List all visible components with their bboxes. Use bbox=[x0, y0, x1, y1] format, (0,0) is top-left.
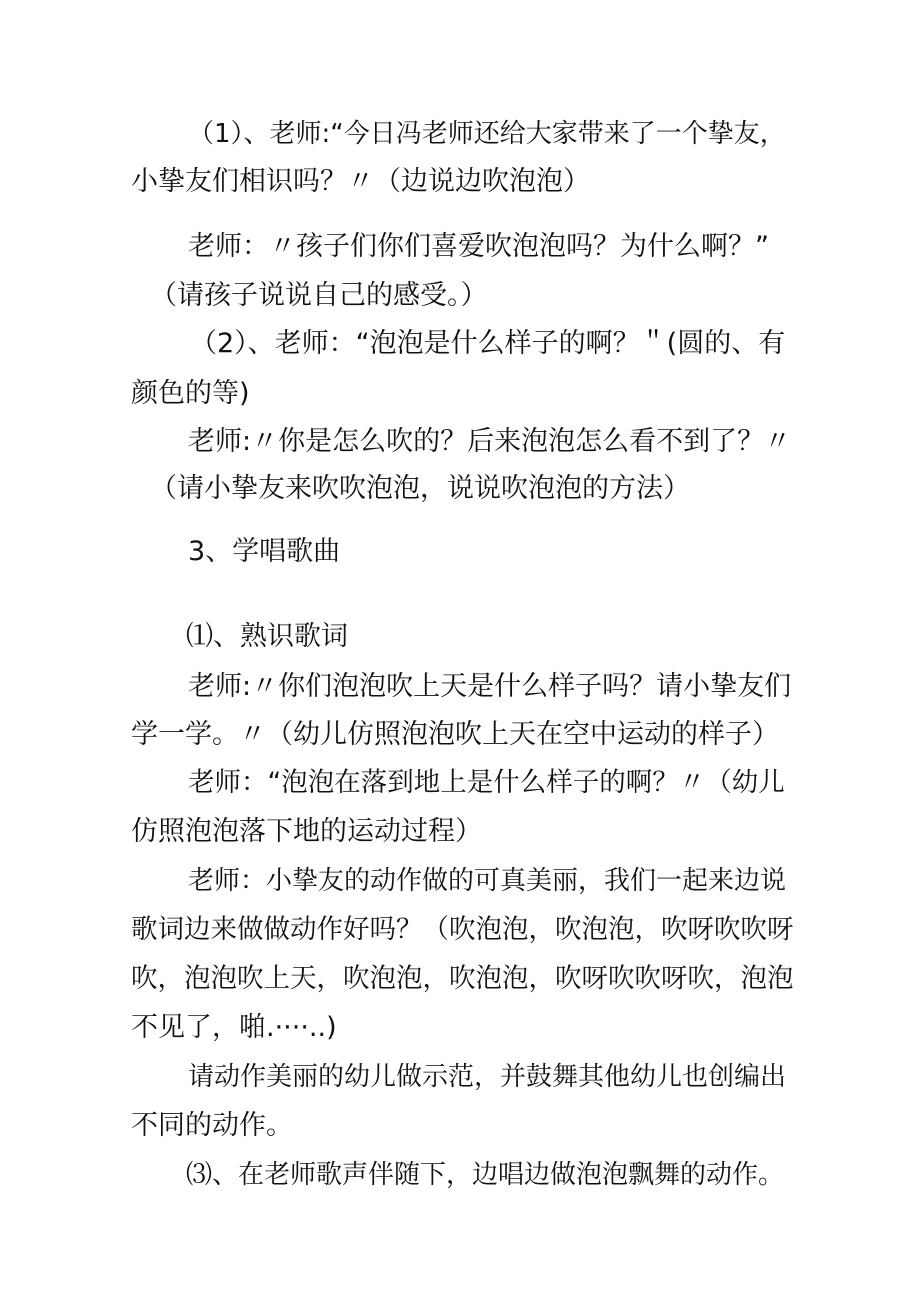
text-line: 老师：小挚友的动作做的可真美丽，我们一起来边说 bbox=[188, 866, 787, 896]
text-line: 老师:〃你们泡泡吹上天是什么样子吗？请小挚友们 bbox=[188, 671, 792, 702]
text-line: 吹，泡泡吹上天，吹泡泡，吹泡泡，吹呀吹吹呀吹，泡泡 bbox=[131, 963, 794, 994]
subsection-heading: ⑶、在老师歌声伴随下，边唱边做泡泡飘舞的动作。 bbox=[186, 1160, 785, 1190]
text-line: 老师：“泡泡在落到地上是什么样子的啊？〃（幼儿 bbox=[188, 767, 785, 798]
text-line: 老师：〃孩子们你们喜爱吹泡泡吗？为什么啊？” bbox=[188, 231, 769, 262]
text-line: 小挚友们相识吗？〃（边说边吹泡泡） bbox=[131, 166, 590, 197]
text-line: （1）、老师:“今日冯老师还给大家带来了一个挚友， bbox=[188, 119, 786, 149]
text-line: 仿照泡泡落下地的运动过程） bbox=[131, 816, 482, 847]
section-heading: 3、学唱歌曲 bbox=[188, 536, 341, 567]
text-line: 颜色的等) bbox=[131, 378, 250, 409]
text-line: 不见了，啪.····..) bbox=[131, 1012, 337, 1043]
text-line: （请孩子说说自己的感受。） bbox=[150, 280, 488, 311]
text-line: 不同的动作。 bbox=[131, 1110, 293, 1141]
text-line: 老师:〃你是怎么吹的？后来泡泡怎么看不到了？〃 bbox=[188, 426, 792, 457]
text-line: 学一学。〃（幼儿仿照泡泡吹上天在空中运动的样子） bbox=[131, 719, 779, 750]
text-line: 歌词边来做做动作好吗？（吹泡泡，吹泡泡，吹呀吹吹呀 bbox=[131, 914, 794, 945]
text-line: （请小挚友来吹吹泡泡，说说吹泡泡的方法） bbox=[150, 473, 690, 504]
text-line: 请动作美丽的幼儿做示范，并鼓舞其他幼儿也创编出 bbox=[188, 1062, 787, 1092]
text-line: （2）、老师：“泡泡是什么样子的啊？＂(圆的、有 bbox=[190, 328, 786, 359]
subsection-heading: ⑴、熟识歌词 bbox=[186, 621, 348, 652]
